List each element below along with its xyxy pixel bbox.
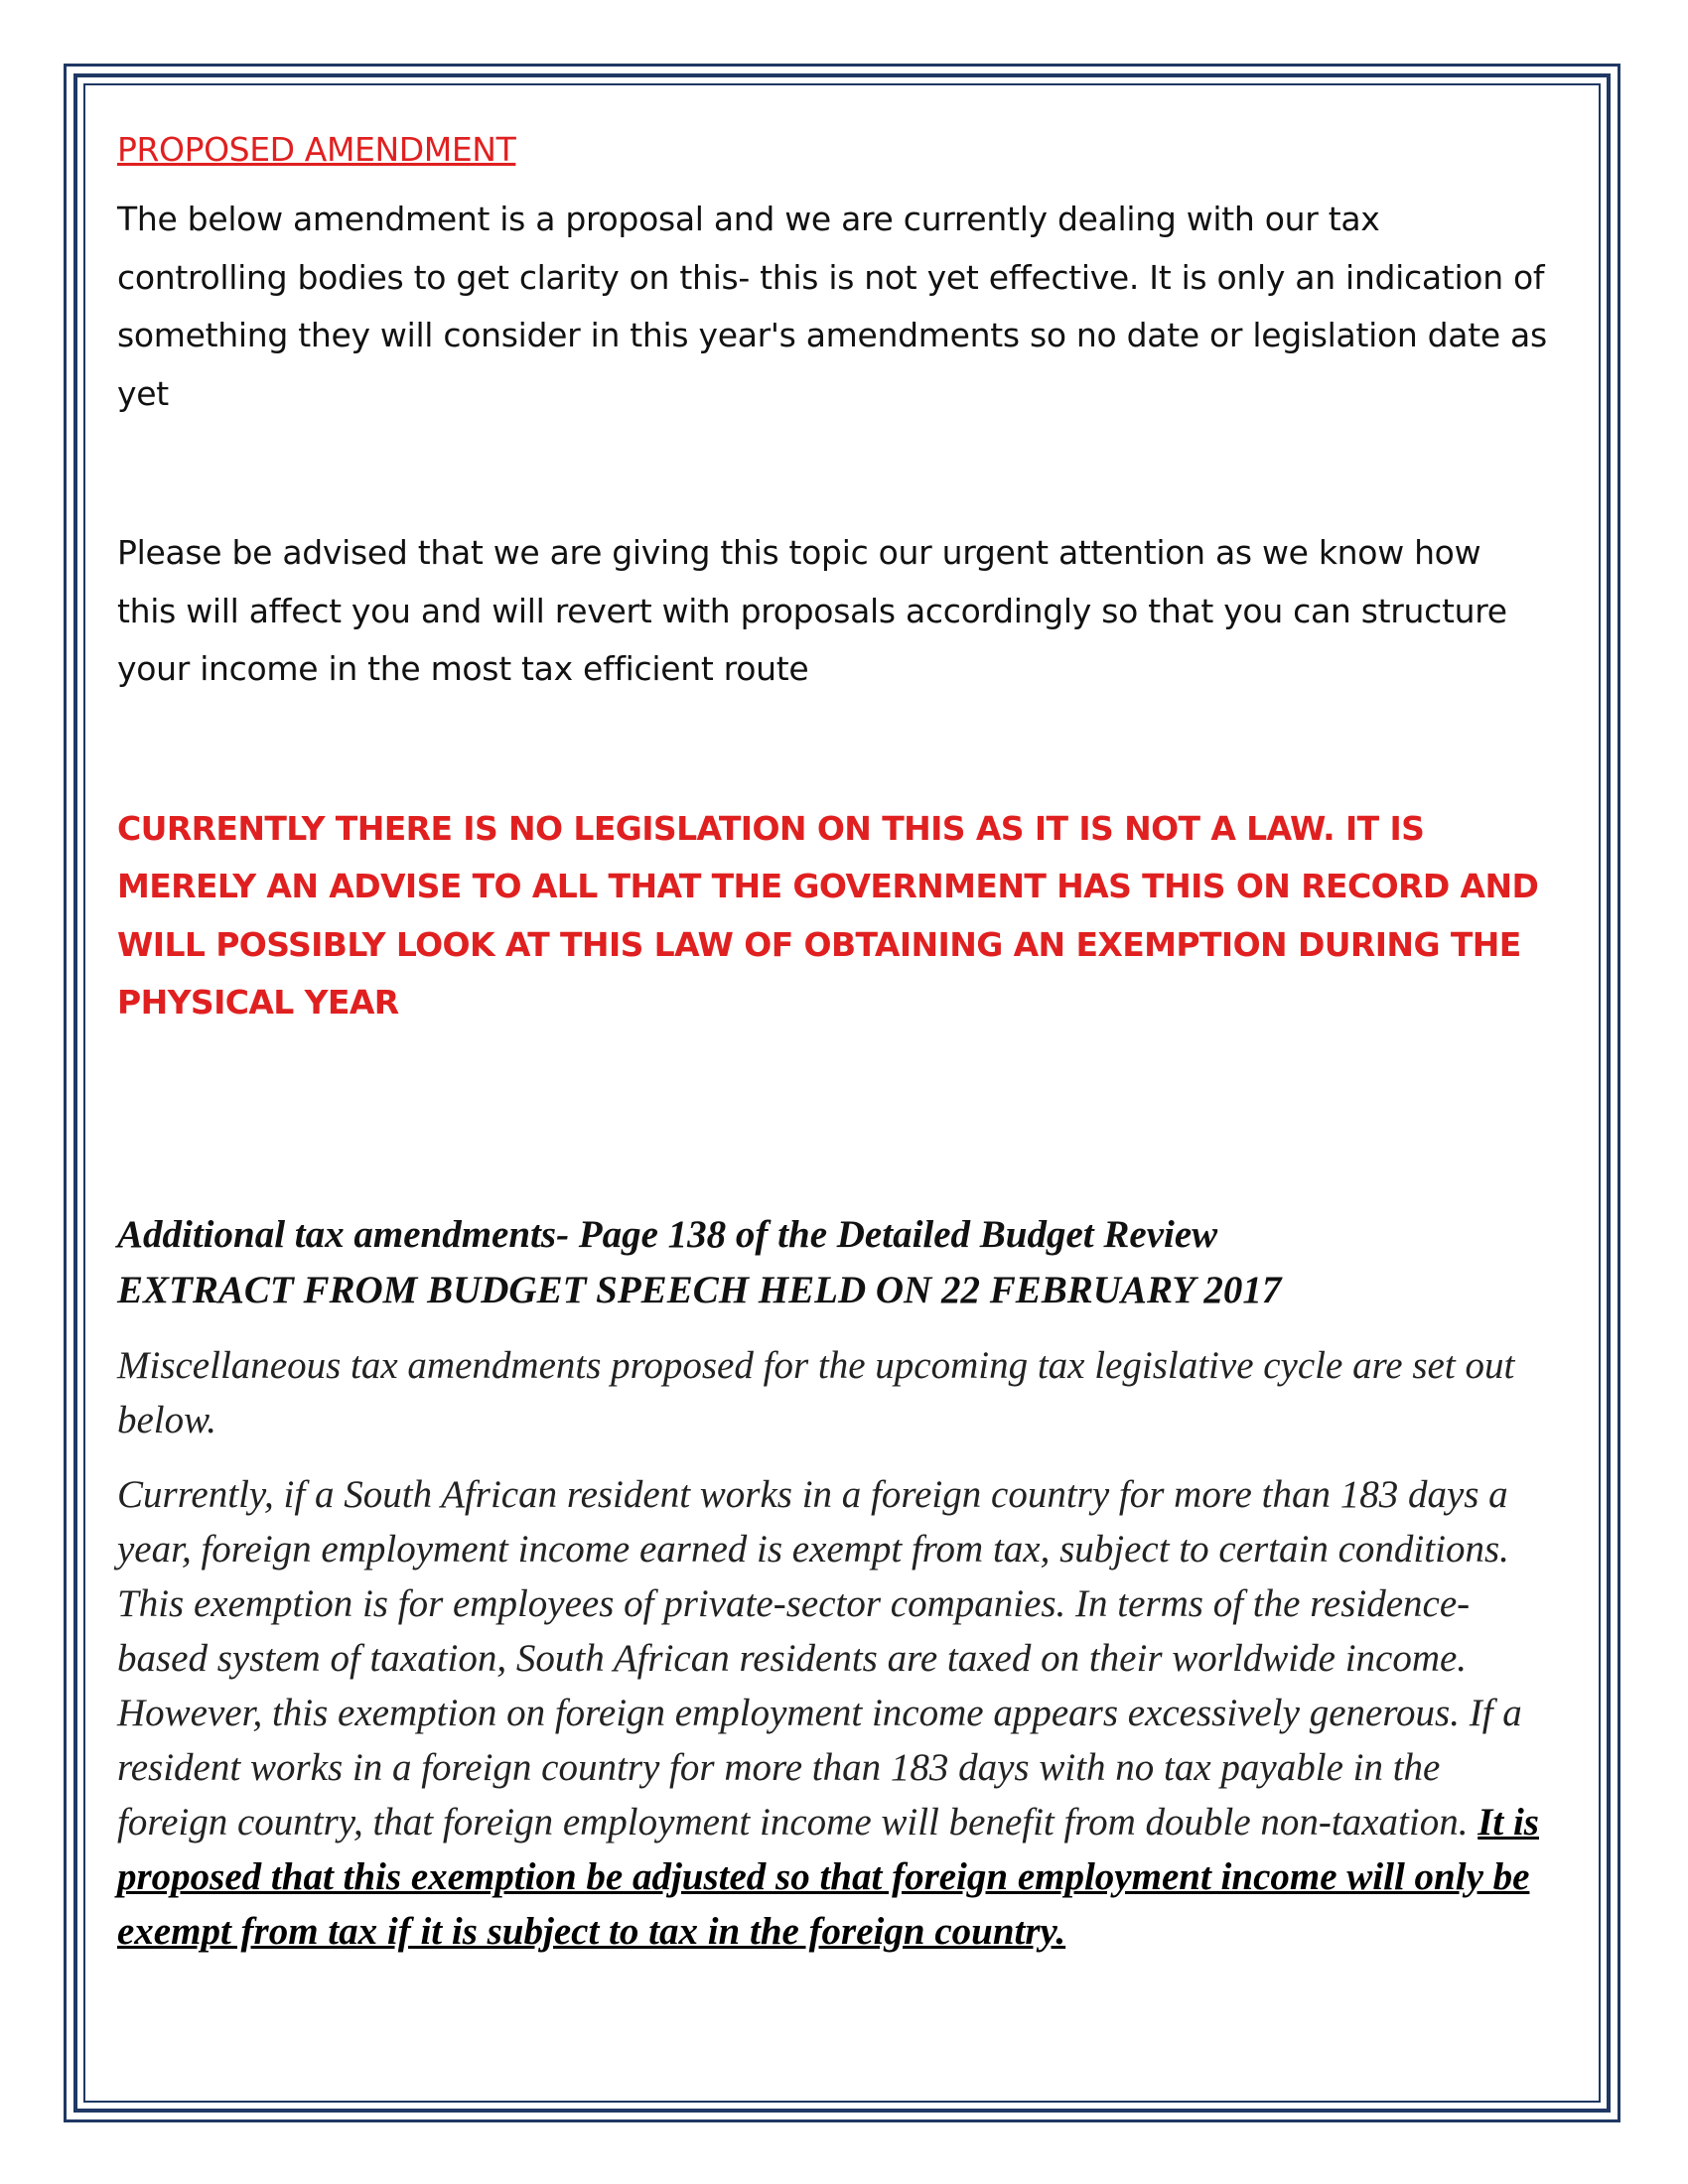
warning-paragraph: CURRENTLY THERE IS NO LEGISLATION ON THIS AS IT IS NOT A LAW. IT IS MERELY AN ADVISE TO ALL THAT THE GOVERNMENT HAS THIS ON RECORD AND WILL POSSIBLY LOOK AT THIS LAW OF OBTAINING AN EXEMPTION DURING THE PHYSICAL YEAR — [117, 808, 1539, 1022]
extract-emphasis: It is proposed that this exemption be adjusted so that foreign employment income will only be exempt from tax if it is subject to tax in the foreign country. — [117, 1800, 1539, 1953]
extract-title-line-1: Additional tax amendments- Page 138 of the Detailed Budget Review — [117, 1212, 1218, 1256]
document-content — [117, 117, 1547, 1959]
advice-paragraph: Please be advised that we are giving this topic our urgent attention as we know how this will affect you and will revert with proposals accordingly so that you can structure your income in the most tax efficient route — [117, 533, 1507, 688]
extract-title — [117, 1207, 1547, 1318]
page-heading: PROPOSED AMENDMENT — [117, 130, 516, 169]
extract-body-paragraph — [117, 1467, 1547, 1959]
extract-title-line-2: EXTRACT FROM BUDGET SPEECH HELD ON 22 FEBRUARY 2017 — [117, 1268, 1282, 1311]
intro-paragraph: The below amendment is a proposal and we are currently dealing with our tax controlling bodies to get clarity on this- this is not yet effective. It is only an indication of something they will consider in this year's amendments so no date or legislation date as yet — [117, 200, 1547, 413]
extract-intro: Miscellaneous tax amendments proposed for the upcoming tax legislative cycle are set out below. — [117, 1343, 1515, 1441]
extract-body: Currently, if a South African resident works in a foreign country for more than 183 days a year, foreign employment income earned is exempt from tax, subject to certain conditions. This exemption is for employees of private-sector companies. In terms of the residence-based system of taxation, South African residents are taxed on their worldwide income. However, this exemption on foreign employment income appears excessively generous. If a resident works in a foreign country for more than 183 days with no tax payable in the foreign country, that foreign employment income will benefit from double non-taxation. — [117, 1472, 1522, 1843]
